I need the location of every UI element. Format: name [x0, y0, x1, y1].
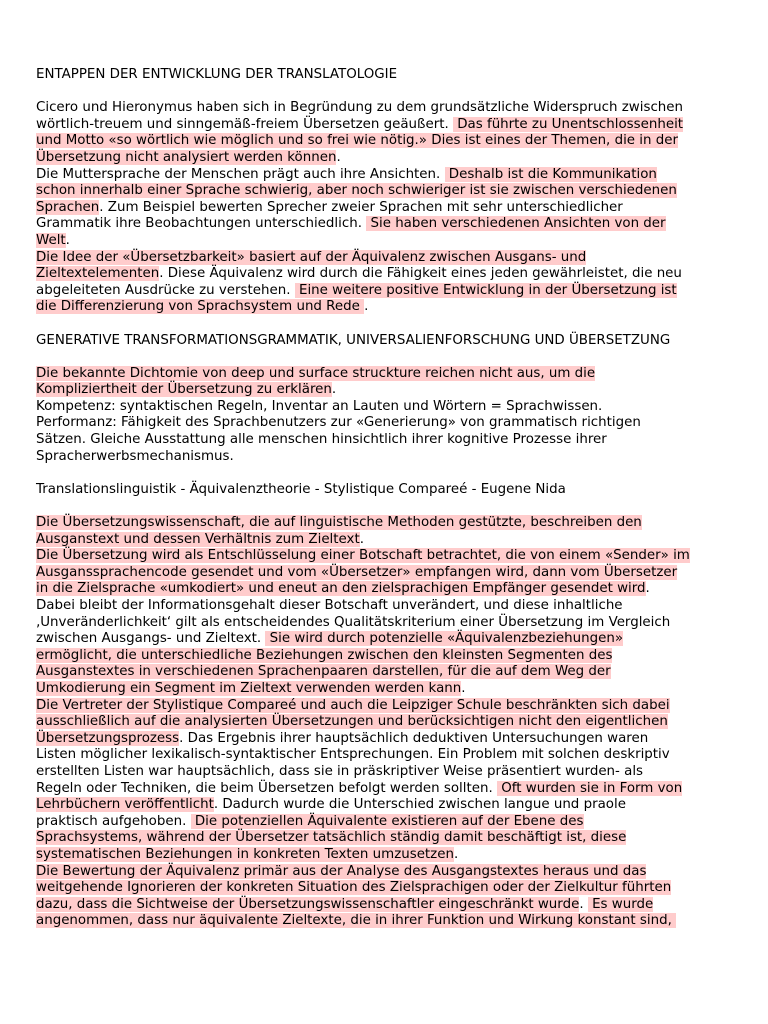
text-run: . — [453, 846, 459, 862]
text-run: Grammatik ihre Beobachtungen unterschiedlich. — [36, 216, 367, 232]
highlighted-text: Die Idee der «Übersetzbarkeit» basiert auf der Äquivalenz zwischen Ausgans- und — [36, 249, 587, 265]
highlighted-text: ausschließlich auf die analysierten Übersetzungen und berücksichtigen nicht den eigentlichen — [36, 714, 668, 730]
highlighted-text: in die Zielsprache «umkodiert» und eneut an den zielsprachigen Empfänger gesendet wird — [36, 581, 646, 597]
highlighted-text: Die potenziellen Äquivalente existieren auf der Ebene des — [190, 813, 584, 829]
text-line — [36, 200, 736, 217]
spacer — [36, 465, 736, 482]
heading-generative-grammar: GENERATIVE TRANSFORMATIONSGRAMMATIK, UNIVERSALIENFORSCHUNG UND ÜBERSETZUNG — [36, 332, 671, 348]
text-line — [36, 216, 736, 233]
text-line — [36, 631, 736, 648]
highlighted-text: Oft wurden sie in Form von — [496, 780, 683, 796]
highlighted-text: Sie haben verschiedenen Ansichten von der — [366, 216, 666, 232]
highlighted-text: Deshalb ist die Kommunikation — [444, 166, 657, 182]
text-run: . — [645, 581, 650, 597]
highlighted-text: Ausganssprachencode gesendet und vom «Übersetzer» empfangen wird, dann vom Übersetzer — [36, 564, 678, 580]
spacer — [36, 84, 736, 101]
spacer — [36, 316, 736, 333]
text-line: Cicero und Hieronymus haben sich in Begründung zu dem grundsätzliche Widerspruch zwischen — [36, 100, 684, 116]
spacer — [36, 498, 736, 515]
highlighted-text: weitgehende Ignorieren der konkreten Situation des Zielsprachigen oder der Zielkultur führten — [36, 880, 672, 896]
highlighted-text: Übersetzungsprozess — [36, 730, 180, 746]
text-line — [36, 581, 736, 598]
text-line: Listen möglicher lexikalisch-syntaktischer Entsprechungen. Ein Problem mit solchen deskriptiv — [36, 747, 670, 763]
highlighted-text: Die Übersetzung wird als Entschlüsselung einer Botschaft betrachtet, die von einem «Sender» im — [36, 548, 690, 564]
text-line — [36, 814, 736, 831]
text-run: . — [364, 299, 369, 315]
text-run: zwischen Ausgangs- und Zieltext. — [36, 631, 266, 647]
highlighted-text: Übersetzung nicht analysiert werden können — [36, 149, 337, 165]
text-run: . — [65, 232, 70, 248]
text-line — [36, 233, 736, 250]
text-line — [36, 548, 736, 565]
text-line — [36, 913, 736, 930]
text-line: Spracherwerbsmechanismus. — [36, 448, 234, 464]
highlighted-text: ermöglicht, die unterschiedliche Beziehungen zwischen den kleinsten Segmenten des — [36, 647, 613, 663]
text-run: praktisch aufgehoben. — [36, 813, 191, 829]
text-line — [36, 117, 736, 134]
document-page — [36, 67, 736, 930]
text-run: . Diese Äquivalenz wird durch die Fähigkeit eines jeden gewährleistet, die neu — [159, 266, 682, 282]
text-line: Performanz: Fähigkeit des Sprachbenutzers zur «Generierung» von grammatisch richtigen — [36, 415, 641, 431]
highlighted-text: und Motto «so wörtlich wie möglich und so frei wie nötig.» Dies ist eines der Themen, die in der — [36, 133, 678, 149]
spacer — [36, 349, 736, 366]
highlighted-text: angenommen, dass nur äquivalente Zieltexte, die in ihrer Funktion und Wirkung konstant sind, — [36, 913, 677, 929]
text-line — [36, 864, 736, 881]
highlighted-text: Die Bewertung der Äquivalenz primär aus der Analyse des Ausgangstextes heraus und das — [36, 863, 647, 879]
text-line: Dabei bleibt der Informationsgehalt dieser Botschaft unverändert, und diese inhaltliche — [36, 598, 623, 613]
highlighted-text: Zieltextelementen — [36, 266, 160, 282]
text-line — [36, 830, 736, 847]
highlighted-text: Sprachsystems, während der Übersetzer tatsächlich ständig damit beschäftigt ist, diese — [36, 830, 627, 846]
text-run: . — [461, 680, 466, 696]
text-line: ‚Unveränderlichkeit‘ gilt als entscheidendes Qualitätskriterium einer Übersetzung im Vergleich — [36, 614, 671, 630]
text-run: . Dadurch wurde die Unterschied zwischen langue und praole — [213, 797, 626, 813]
text-line — [36, 283, 736, 300]
text-line — [36, 648, 736, 665]
text-run: . — [336, 149, 341, 165]
text-line — [36, 515, 736, 532]
highlighted-text: Sie wird durch potenzielle «Äquivalenzbeziehungen» — [265, 631, 624, 647]
highlighted-text: Ausganstextes in verschiedenen Sprachenpaaren darstellen, für die auf dem Weg der — [36, 664, 611, 680]
highlighted-text: schon innerhalb einer Sprache schwierig, aber noch schwieriger ist sie zwischen verschiedenen — [36, 183, 677, 199]
text-line — [36, 880, 736, 897]
text-line — [36, 382, 736, 399]
highlighted-text: Sprachen — [36, 199, 100, 215]
highlighted-text: Ausganstext und dessen Verhältnis zum Zieltext — [36, 531, 360, 547]
text-line — [36, 250, 736, 267]
highlighted-text: die Differenzierung von Sprachsystem und Rede — [36, 299, 365, 315]
text-line — [36, 183, 736, 200]
text-line — [36, 797, 736, 814]
text-run: . Zum Beispiel bewerten Sprecher zweier Sprachen mit sehr unterschiedlicher — [99, 199, 623, 215]
text-line — [36, 681, 736, 698]
text-line — [36, 714, 736, 731]
highlighted-text: Das führte zu Unentschlossenheit — [452, 116, 684, 132]
highlighted-text: Die bekannte Dichtomie von deep und surface struckture reichen nicht aus, um die — [36, 365, 596, 381]
text-run: Regeln oder Techniken, die beim Übersetzen befolgt werden sollten. — [36, 780, 497, 796]
highlighted-text: dazu, dass die Sichtweise der Übersetzungswissenschaftler eingeschränkt wurde — [36, 896, 580, 912]
heading-translation-linguistics: Translationslinguistik - Äquivalenztheorie - Stylistique Compareé - Eugene Nida — [36, 481, 566, 497]
text-line — [36, 731, 736, 748]
text-line — [36, 897, 736, 914]
highlighted-text: Es wurde — [587, 896, 654, 912]
text-line — [36, 781, 736, 798]
text-line — [36, 698, 736, 715]
highlighted-text: systematischen Beziehungen in konkreten Texten umzusetzen — [36, 846, 454, 862]
text-run: abgeleiteten Ausdrücke zu verstehen. — [36, 282, 295, 298]
text-line — [36, 133, 736, 150]
text-line — [36, 366, 736, 383]
text-run: . — [359, 531, 364, 547]
text-line — [36, 664, 736, 681]
highlighted-text: Kompliziertheit der Übersetzung zu erklären — [36, 382, 332, 398]
text-line — [36, 299, 736, 316]
text-line: Sätzen. Gleiche Ausstattung alle menschen hinsichtlich ihrer kognitive Prozesse ihrer — [36, 432, 607, 448]
highlighted-text: Umkodierung ein Segment im Zieltext verwenden werden kann — [36, 680, 462, 696]
text-run: . — [331, 382, 337, 398]
text-run: wörtlich-treuem und sinngemäß-freiem Übersetzen geäußert. — [36, 116, 453, 132]
highlighted-text: Die Übersetzungswissenschaft, die auf linguistische Methoden gestützte, beschreiben den — [36, 515, 642, 531]
heading-stages: ENTAPPEN DER ENTWICKLUNG DER TRANSLATOLOGIE — [36, 67, 398, 82]
highlighted-text: Eine weitere positive Entwicklung in der Übersetzung ist — [294, 282, 677, 298]
text-line — [36, 167, 736, 184]
text-line — [36, 150, 736, 167]
text-run: . — [579, 896, 588, 912]
text-line — [36, 565, 736, 582]
highlighted-text: Welt — [36, 232, 66, 248]
text-line: Kompetenz: syntaktischen Regeln, Inventar an Lauten und Wörtern = Sprachwissen. — [36, 398, 603, 414]
text-line: erstellten Listen war hauptsächlich, dass sie in präskriptiver Weise präsentiert wurden- als — [36, 763, 644, 779]
highlighted-text: Lehrbüchern veröffentlicht — [36, 797, 214, 813]
text-line — [36, 532, 736, 549]
text-line — [36, 266, 736, 283]
text-line — [36, 847, 736, 864]
highlighted-text: Die Vertreter der Stylistique Compareé und auch die Leipziger Schule beschränkten sich dabei — [36, 697, 670, 713]
text-run: . Das Ergebnis ihrer hauptsächlich deduktiven Untersuchungen waren — [179, 730, 649, 746]
text-run: Die Muttersprache der Menschen prägt auch ihre Ansichten. — [36, 166, 445, 182]
